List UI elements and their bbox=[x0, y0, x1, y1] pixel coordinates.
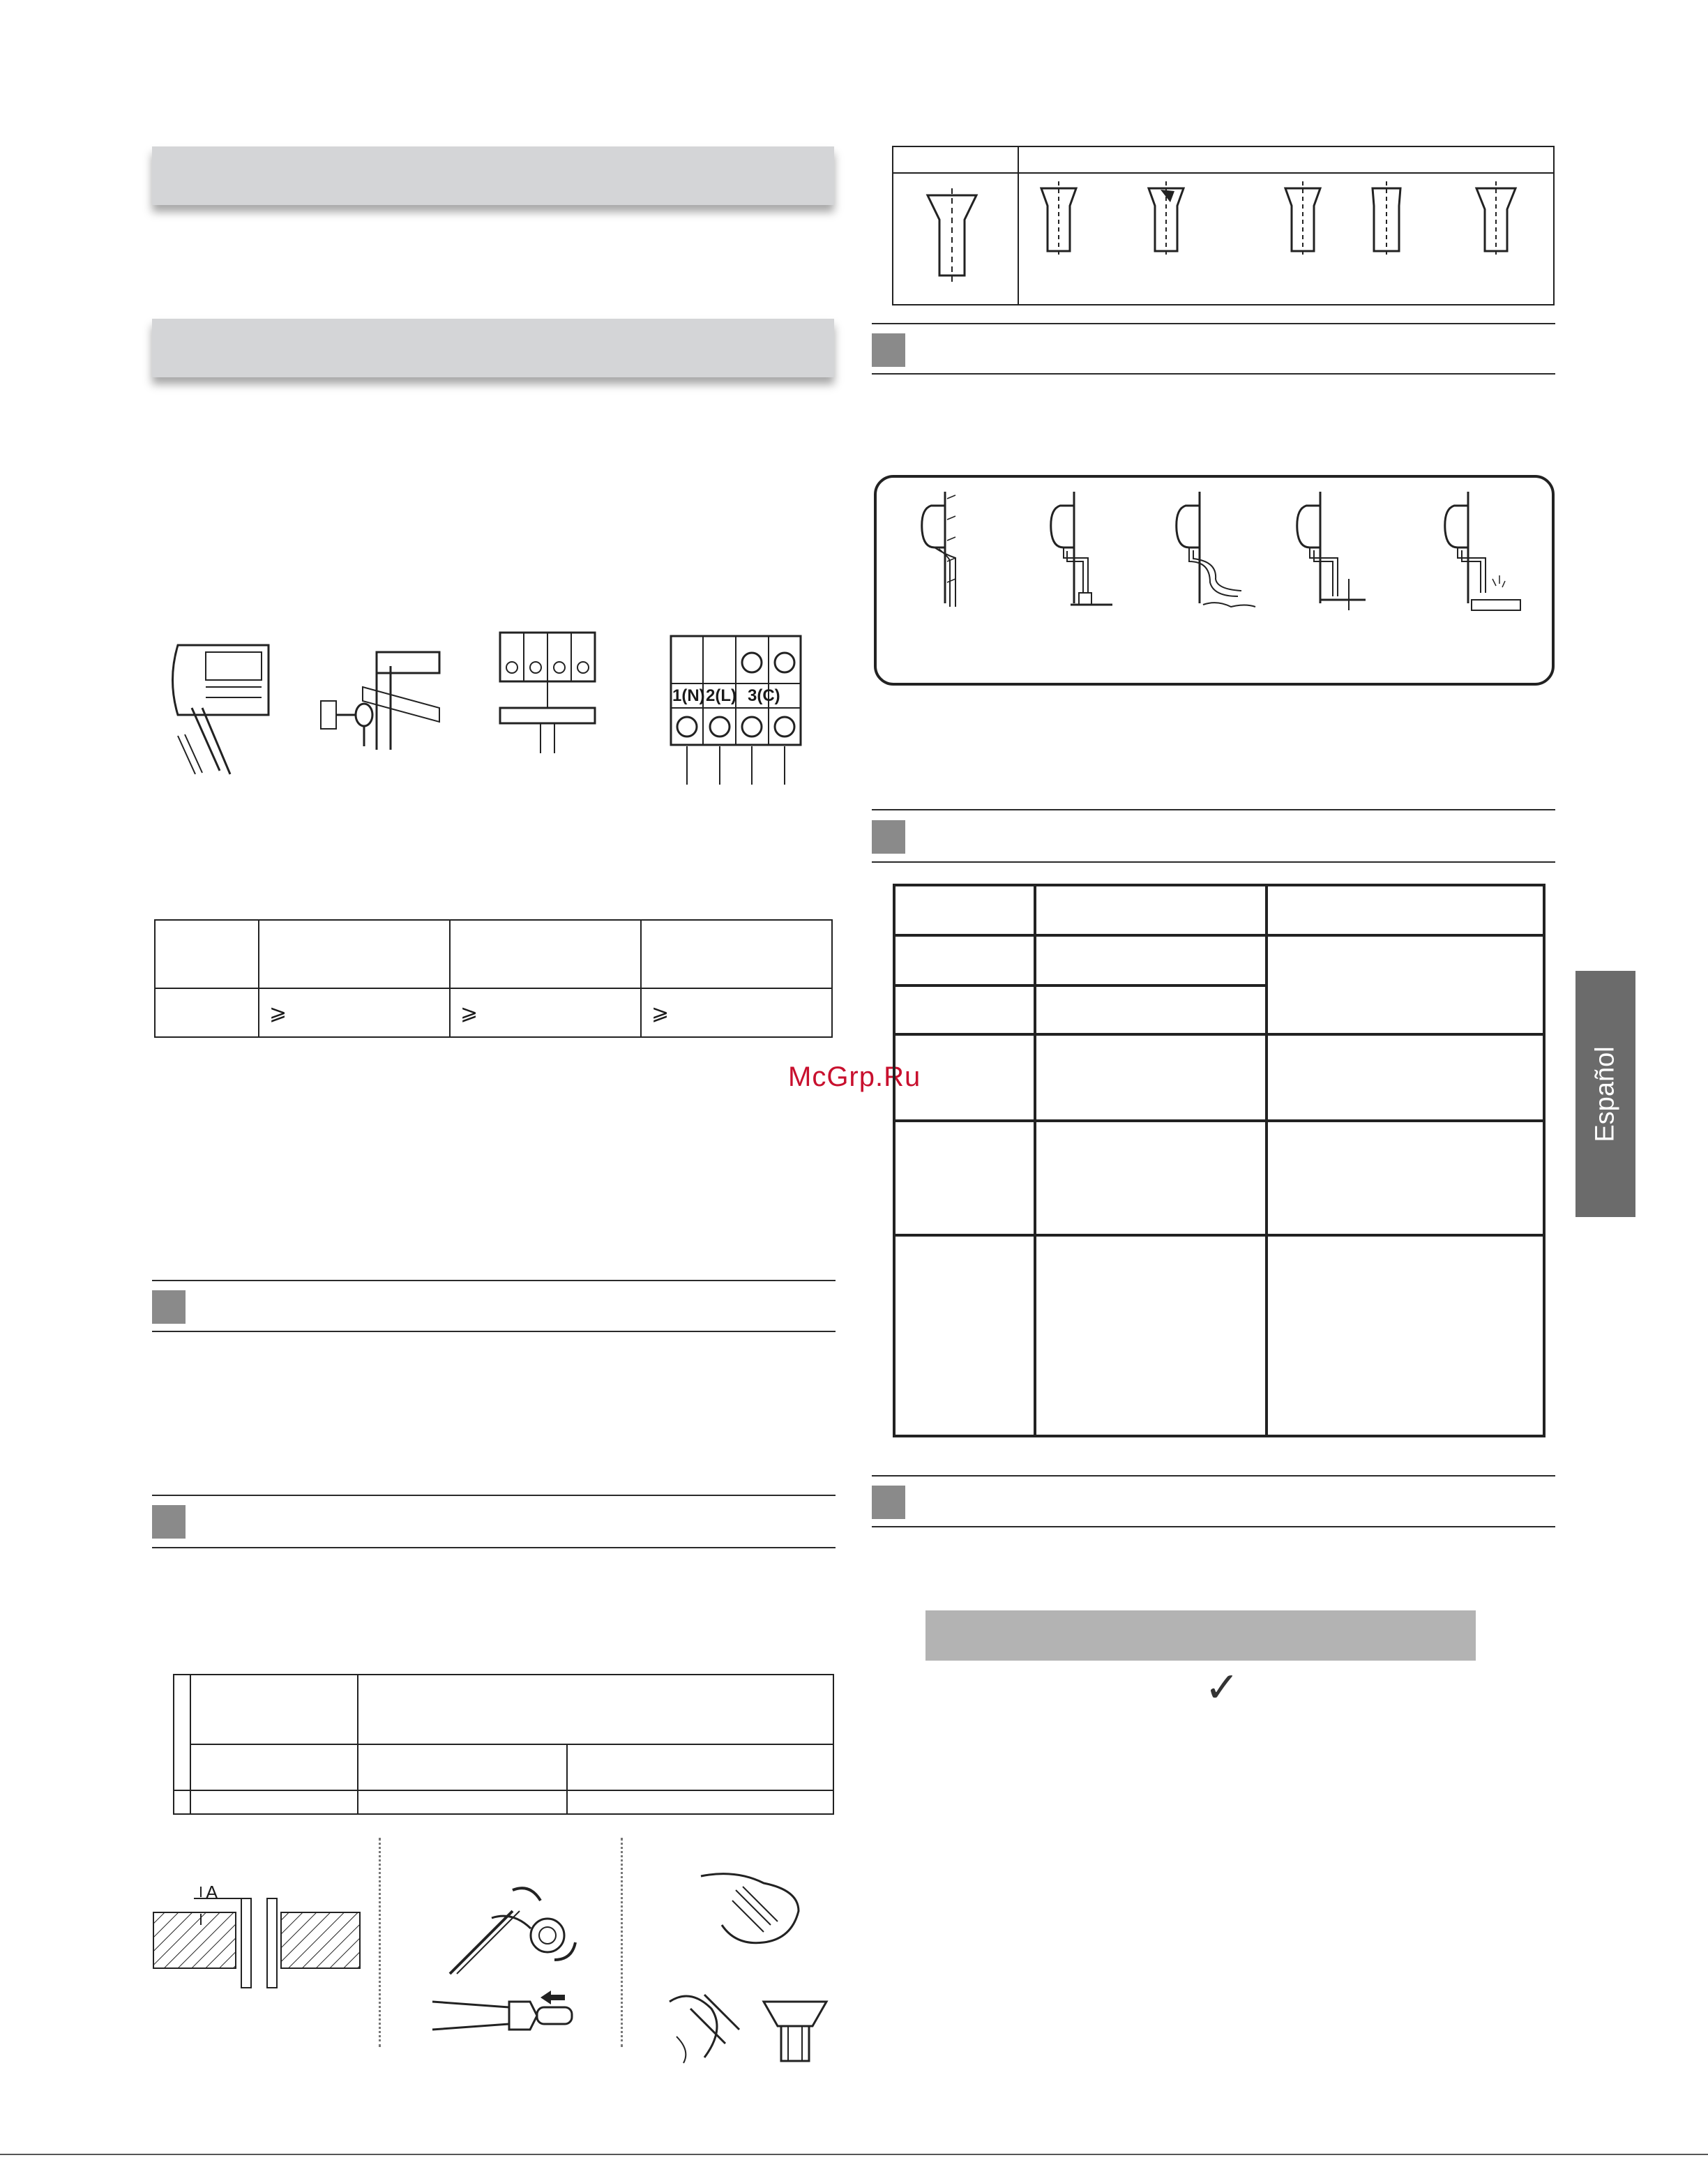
table-cell bbox=[174, 1675, 190, 1790]
table-cell bbox=[894, 1121, 1035, 1235]
table-cell bbox=[1035, 1121, 1267, 1235]
table-cell bbox=[450, 920, 641, 988]
flare-dimension-table bbox=[173, 1674, 834, 1815]
flare-nut-illustration bbox=[760, 1995, 830, 2064]
table-cell bbox=[1267, 1121, 1544, 1235]
terminal-label-c: 3(C) bbox=[748, 686, 780, 705]
section-rule bbox=[872, 323, 1555, 324]
section-rule bbox=[872, 809, 1555, 810]
table-cell bbox=[1267, 885, 1544, 935]
ge-symbol: ⩾ bbox=[651, 1001, 670, 1025]
table-cell bbox=[1035, 935, 1267, 985]
section-marker-square bbox=[152, 1290, 186, 1324]
improper-flare-shape-3 bbox=[1282, 181, 1324, 258]
table-cell bbox=[259, 920, 450, 988]
page-bottom-rule bbox=[0, 2154, 1708, 2155]
flaring-tool-illustration bbox=[436, 1869, 610, 1981]
section-header-band-1 bbox=[152, 146, 834, 205]
table-cell bbox=[894, 985, 1035, 1034]
terminal-block-illustration bbox=[499, 631, 596, 753]
table-cell bbox=[1035, 1235, 1267, 1436]
wrench-tightening-illustration bbox=[663, 1981, 746, 2064]
terminal-label-l: 2(L) bbox=[706, 686, 736, 705]
table-cell bbox=[894, 1034, 1035, 1121]
section-rule bbox=[152, 1280, 836, 1281]
language-side-tab bbox=[1575, 971, 1635, 1217]
section-rule bbox=[152, 1331, 836, 1332]
section-rule bbox=[152, 1547, 836, 1548]
figure-divider bbox=[621, 1838, 623, 2047]
section-rule bbox=[872, 1526, 1555, 1527]
table-cell bbox=[190, 1790, 358, 1814]
section-marker-square bbox=[872, 1486, 905, 1519]
table-cell bbox=[894, 1235, 1035, 1436]
table-cell bbox=[358, 1675, 833, 1744]
table-cell bbox=[190, 1675, 358, 1744]
section-marker-square bbox=[872, 820, 905, 854]
outdoor-terminal-board bbox=[670, 635, 802, 746]
correct-flare-shape bbox=[924, 188, 980, 286]
table-cell bbox=[358, 1790, 567, 1814]
section-rule bbox=[872, 1475, 1555, 1476]
section-header-band-2 bbox=[152, 319, 834, 377]
section-rule bbox=[872, 373, 1555, 375]
table-cell bbox=[450, 988, 641, 1037]
table-cell bbox=[641, 920, 832, 988]
inspection-table bbox=[893, 884, 1545, 1437]
drain-example-wrong-3 bbox=[1282, 492, 1373, 617]
wire-size-table bbox=[154, 919, 833, 1038]
table-cell bbox=[1035, 1034, 1267, 1121]
ring-terminal-illustration bbox=[307, 638, 446, 757]
ge-symbol: ⩾ bbox=[269, 1001, 287, 1025]
table-cell bbox=[1267, 1034, 1544, 1121]
terminal-label-n: 1(N) bbox=[672, 686, 705, 705]
drain-example-wrong-2 bbox=[1161, 492, 1259, 610]
summary-header-band bbox=[925, 1610, 1476, 1661]
terminal-board-wires bbox=[670, 746, 802, 788]
watermark: McGrp.Ru bbox=[788, 1062, 921, 1092]
table-cell bbox=[1018, 146, 1554, 173]
hand-tightening-illustration bbox=[694, 1862, 806, 1953]
pipe-insertion-illustration bbox=[432, 1988, 579, 2044]
drain-example-wrong-4 bbox=[1430, 492, 1520, 617]
drain-example-wrong-1 bbox=[1036, 492, 1133, 610]
flare-cross-section-illustration bbox=[152, 1883, 361, 1988]
table-cell bbox=[174, 1790, 190, 1814]
flare-shape-table bbox=[892, 146, 1555, 305]
section-marker-square bbox=[872, 333, 905, 367]
table-cell bbox=[567, 1744, 833, 1790]
indoor-unit-wiring-illustration bbox=[164, 638, 275, 778]
table-cell bbox=[894, 885, 1035, 935]
section-rule bbox=[152, 1495, 836, 1496]
figure-divider bbox=[379, 1838, 381, 2047]
improper-flare-shape-5 bbox=[1475, 181, 1517, 258]
table-cell bbox=[155, 988, 259, 1037]
table-cell bbox=[358, 1744, 567, 1790]
table-cell bbox=[641, 988, 832, 1037]
improper-flare-shape-2 bbox=[1145, 181, 1187, 258]
drain-example-correct bbox=[914, 492, 983, 610]
table-cell bbox=[155, 920, 259, 988]
section-marker-square bbox=[152, 1505, 186, 1539]
table-cell bbox=[259, 988, 450, 1037]
language-side-tab-label: Español bbox=[1590, 1045, 1620, 1142]
table-cell bbox=[893, 146, 1018, 173]
improper-flare-shape-1 bbox=[1038, 181, 1080, 258]
table-cell bbox=[894, 935, 1035, 985]
checkmark: ✓ bbox=[1204, 1663, 1240, 1712]
table-cell bbox=[190, 1744, 358, 1790]
ge-symbol: ⩾ bbox=[460, 1001, 478, 1025]
section-rule bbox=[872, 861, 1555, 863]
flare-label-a: A bbox=[206, 1882, 218, 1903]
table-cell bbox=[1267, 935, 1544, 1034]
improper-flare-shape-4 bbox=[1366, 181, 1407, 258]
table-cell bbox=[1035, 885, 1267, 935]
table-cell bbox=[1267, 1235, 1544, 1436]
table-cell bbox=[567, 1790, 833, 1814]
table-cell bbox=[1035, 985, 1267, 1034]
